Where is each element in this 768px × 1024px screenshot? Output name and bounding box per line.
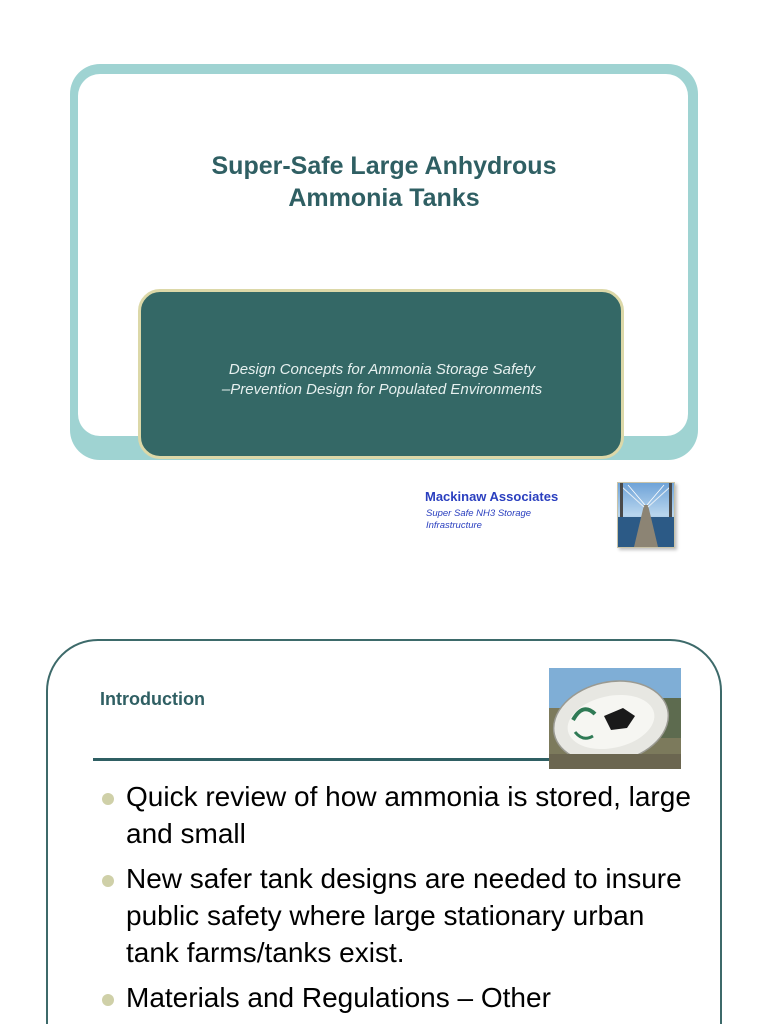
slide1-subtitle-line2: –Prevention Design for Populated Environments xyxy=(221,381,543,398)
bullet-item xyxy=(102,979,702,1016)
bullet-dot-icon xyxy=(102,875,114,887)
company-tagline: Super Safe NH3 Storage Infrastructure xyxy=(426,508,532,531)
bullet-text: New safer tank designs are needed to insure public safety where large stationary urban tank farms/tanks exist. xyxy=(126,863,682,968)
heading-divider xyxy=(93,758,563,761)
bullet-item xyxy=(102,860,702,971)
bridge-photo-graphic xyxy=(618,483,674,547)
damaged-tank-graphic xyxy=(549,668,681,769)
slide1-title-line2: Ammonia Tanks xyxy=(288,184,480,212)
company-name: Mackinaw Associates xyxy=(425,489,559,504)
slide1-subtitle xyxy=(140,360,624,400)
bullet-dot-icon xyxy=(102,994,114,1006)
bullet-item xyxy=(102,778,702,852)
bullet-text: Materials and Regulations – Other xyxy=(126,982,551,1013)
slide2-heading: Introduction xyxy=(100,689,205,709)
bridge-photo-icon xyxy=(617,482,675,548)
slide1-title xyxy=(90,150,678,214)
bullet-list xyxy=(102,778,702,1024)
bullet-dot-icon xyxy=(102,793,114,805)
slide1-title-line1: Super-Safe Large Anhydrous xyxy=(211,152,557,180)
damaged-tank-photo-icon xyxy=(549,668,681,769)
bullet-text: Quick review of how ammonia is stored, large and small xyxy=(126,781,691,849)
slide1-subtitle-line1: Design Concepts for Ammonia Storage Safety xyxy=(228,361,536,378)
